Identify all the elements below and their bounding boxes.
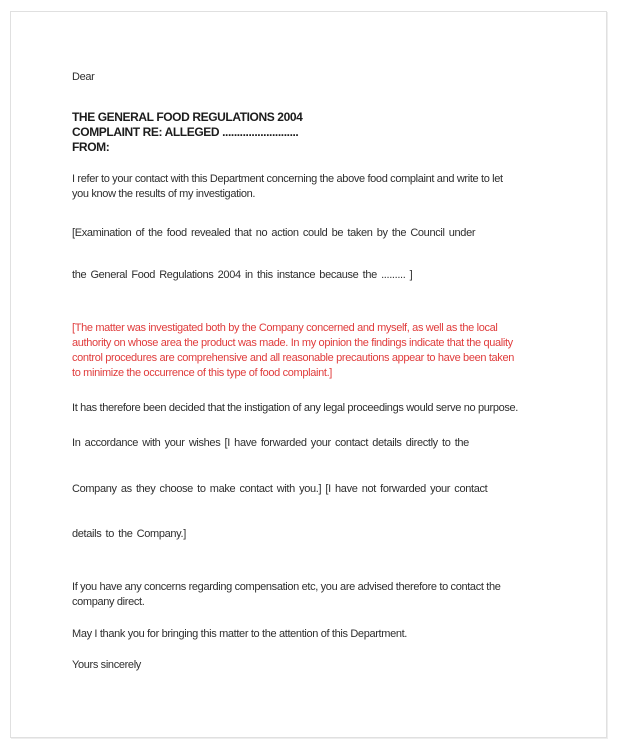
paragraph-intro-line: you know the results of my investigation. xyxy=(72,188,256,200)
paragraph-compensation-line: If you have any concerns regarding compensation etc, you are advised therefore to contact the xyxy=(72,581,501,593)
salutation xyxy=(72,70,576,85)
subject-line-from: FROM: xyxy=(72,140,110,154)
signoff-text: Yours sincerely xyxy=(72,659,141,671)
salutation-text: Dear xyxy=(72,71,95,83)
paragraph-investigation-line: control procedures are comprehensive and all reasonable precautions appear to have been taken xyxy=(72,352,514,364)
paragraph-intro-line: I refer to your contact with this Department concerning the above food complaint and write to let xyxy=(72,173,503,185)
paragraph-thanks-line: May I thank you for bringing this matter to the attention of this Department. xyxy=(72,628,408,640)
letter-content xyxy=(11,12,606,673)
paragraph-examination xyxy=(72,268,576,283)
paragraph-investigation-line: authority on whose area the product was made. In my opinion the findings indicate that the quality xyxy=(72,337,513,349)
paragraph-compensation-line: company direct. xyxy=(72,596,145,608)
paragraph-contact-wishes-line: In accordance with your wishes [I have forwarded your contact details directly to the xyxy=(72,437,469,449)
paragraph-decision-line: It has therefore been decided that the instigation of any legal proceedings would serve no purpose. xyxy=(72,402,519,414)
paragraph-examination xyxy=(72,226,576,241)
paragraph-examination-line: the General Food Regulations 2004 in this instance because the ......... ] xyxy=(72,269,413,281)
paragraph-intro xyxy=(72,172,576,202)
paragraph-compensation xyxy=(72,580,576,610)
paragraph-investigation-note xyxy=(72,321,576,381)
signoff xyxy=(72,658,576,673)
paragraph-investigation-line: to minimize the occurrence of this type of food complaint.] xyxy=(72,367,332,379)
subject-line-regulations: THE GENERAL FOOD REGULATIONS 2004 xyxy=(72,110,303,124)
paragraph-contact-wishes xyxy=(72,436,576,451)
paragraph-thanks xyxy=(72,627,576,642)
paragraph-decision xyxy=(72,401,576,416)
subject-block xyxy=(72,110,576,155)
paragraph-contact-wishes xyxy=(72,527,576,542)
paragraph-contact-wishes-line: Company as they choose to make contact with you.] [I have not forwarded your contact xyxy=(72,483,488,495)
paragraph-examination-line: [Examination of the food revealed that no action could be taken by the Council under xyxy=(72,227,476,239)
paragraph-contact-wishes-line: details to the Company.] xyxy=(72,528,186,540)
paragraph-investigation-line: [The matter was investigated both by the Company concerned and myself, as well as the local xyxy=(72,322,498,334)
subject-line-complaint: COMPLAINT RE: ALLEGED .......................... xyxy=(72,125,299,139)
letter-page xyxy=(10,11,607,738)
paragraph-contact-wishes xyxy=(72,482,576,497)
